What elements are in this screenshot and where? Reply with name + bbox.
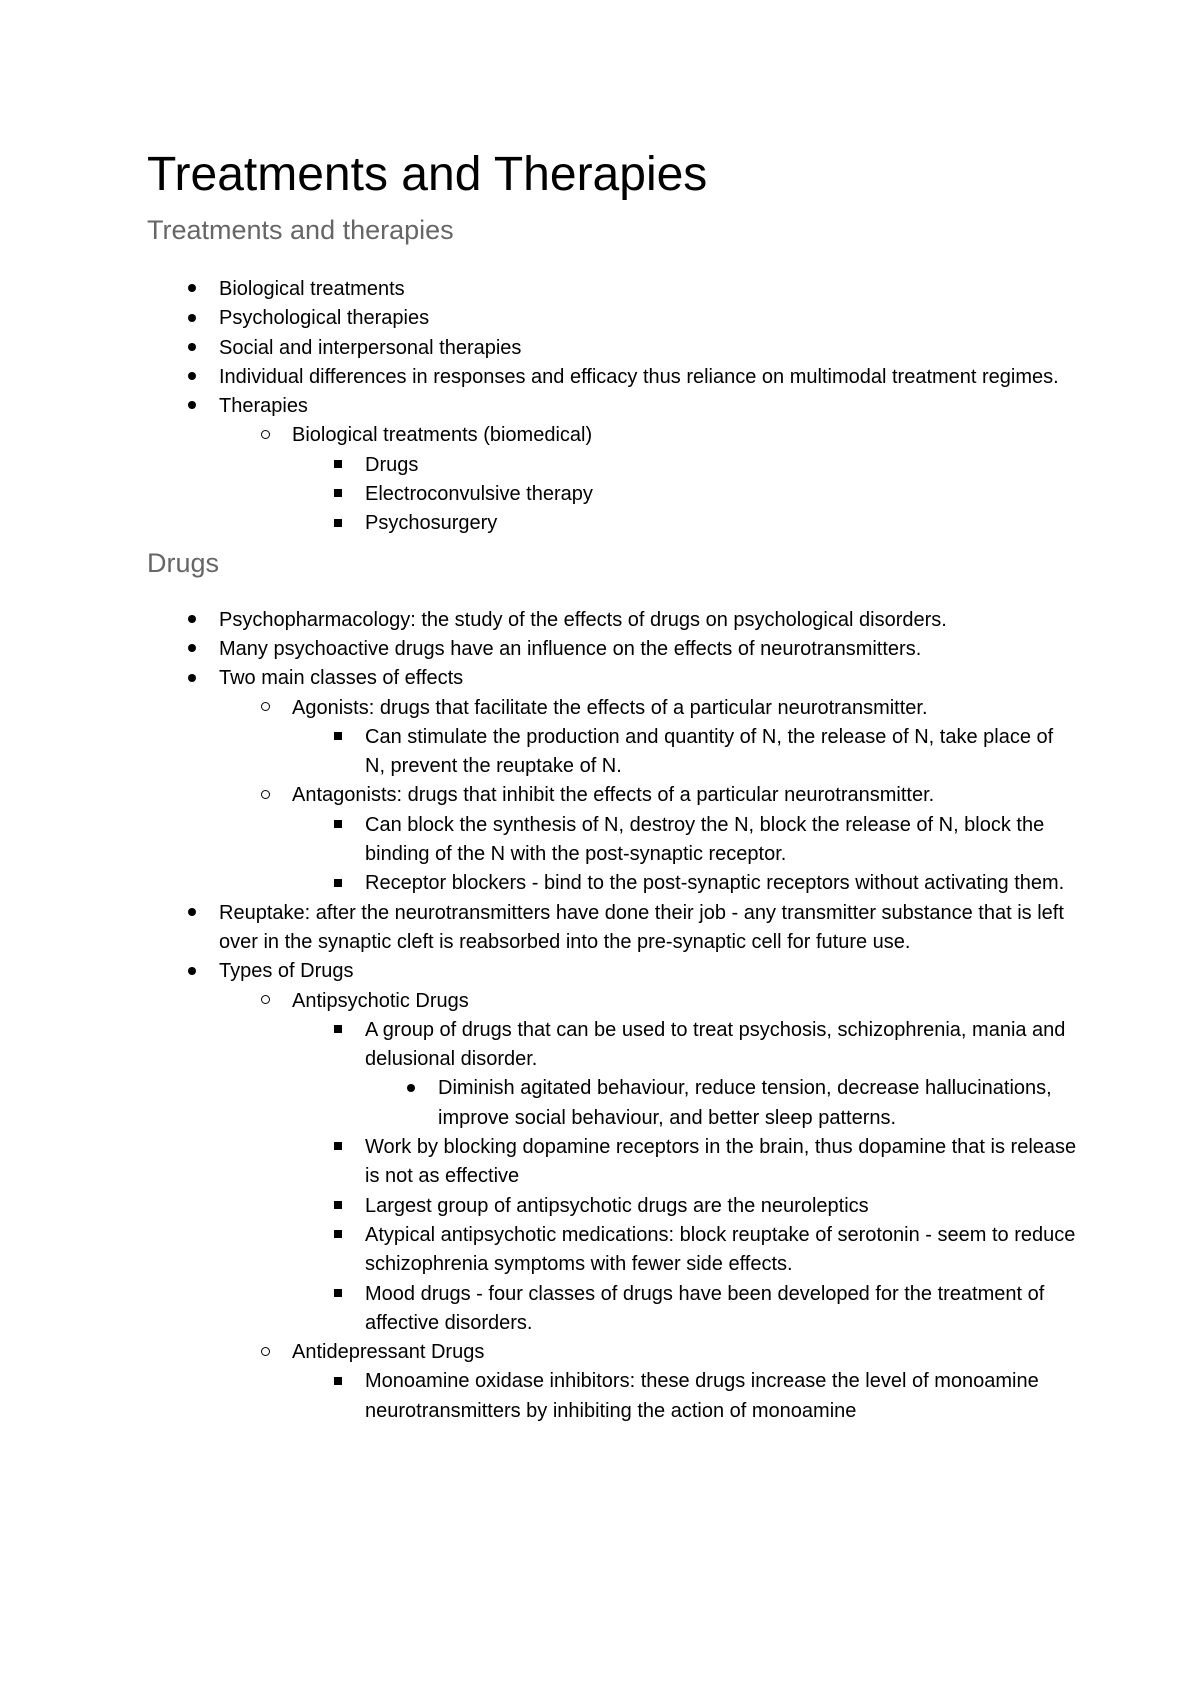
bullet-circle-icon [255,694,275,723]
list-item [147,421,1077,450]
bullet-square-icon [328,723,348,752]
list-item-text: Can block the synthesis of N, destroy the N, block the release of N, block the binding of the N with the post-synaptic receptor. [365,813,1045,866]
list-item-text: Agonists: drugs that facilitate the effects of a particular neurotransmitter. [292,696,928,719]
list-item-text: Psychopharmacology: the study of the effects of drugs on psychological disorders. [219,608,947,631]
list-item-text: Antidepressant Drugs [292,1341,485,1364]
list-item-text: Monoamine oxidase inhibitors: these drugs increase the level of monoamine neurotransmitters by inhibiting the action of monoamine [365,1370,1039,1422]
list-item [147,1280,1077,1339]
bullet-dot-icon [182,275,202,304]
list-item [147,606,1077,635]
list-item [147,1133,1077,1192]
bullet-square-icon [328,869,348,898]
list-item-text: Can stimulate the production and quantity of N, the release of N, take place of N, prevent the reuptake of N. [365,725,1054,778]
bullet-circle-icon [255,987,275,1016]
bullet-square-icon [328,1367,348,1396]
list-item [147,811,1077,870]
list-item [147,694,1077,723]
list-item [147,1016,1077,1075]
bullet-square-icon [328,451,348,480]
list-item-text: Largest group of antipsychotic drugs are the neuroleptics [365,1194,869,1217]
bullet-dot-icon [401,1074,421,1103]
document-subtitle: Treatments and therapies [147,215,454,245]
list-item [147,363,1077,392]
bullet-dot-icon [182,664,202,693]
heading-drugs: Drugs [147,547,220,578]
list-item [147,509,1077,538]
bullet-dot-icon [182,606,202,635]
document-title: Treatments and Therapies [147,148,708,201]
list-item-text: Drugs [365,453,419,476]
list-item [147,635,1077,664]
list-item [147,304,1077,333]
list-item [147,1221,1077,1280]
list-item-text: Atypical antipsychotic medications: block reuptake of serotonin - seem to reduce schizophrenia symptoms with fewer side effects. [365,1223,1076,1276]
list-item-text: Biological treatments [219,278,405,300]
list-item-text: Antipsychotic Drugs [292,989,469,1012]
list-item-text: Psychosurgery [365,512,498,535]
bullet-square-icon [328,509,348,538]
list-item [147,723,1077,782]
bullet-dot-icon [182,635,202,664]
document-page [147,143,1077,1426]
list-item [147,1367,1077,1426]
list-item [147,1074,1077,1133]
bullet-square-icon [328,1016,348,1045]
bullet-dot-icon [182,392,202,421]
list-item [147,957,1077,986]
bullet-circle-icon [255,781,275,810]
list-item [147,1338,1077,1367]
list-item-text: Antagonists: drugs that inhibit the effects of a particular neurotransmitter. [292,784,935,807]
bullet-list-drugs [147,606,1077,1426]
list-item-text: Psychological therapies [219,307,430,330]
list-item-text: Work by blocking dopamine receptors in the brain, thus dopamine that is release is not as effective [365,1136,1077,1188]
list-item-text: Electroconvulsive therapy [365,483,593,506]
bullet-square-icon [328,1221,348,1250]
list-item-text: Types of Drugs [219,960,354,983]
list-item [147,987,1077,1016]
list-item [147,392,1077,421]
list-item-text: Diminish agitated behaviour, reduce tension, decrease hallucinations, improve social behaviour, and better sleep patterns. [438,1077,1052,1129]
bullet-dot-icon [182,334,202,363]
bullet-square-icon [328,811,348,840]
bullet-circle-icon [255,421,275,450]
bullet-dot-icon [182,957,202,986]
list-item-text: Reuptake: after the neurotransmitters have done their job - any transmitter substance that is left over in the synaptic cleft is reabsorbed into the pre-synaptic cell for future use. [219,901,1064,953]
list-item [147,334,1077,363]
bullet-square-icon [328,1280,348,1309]
list-item-text: Two main classes of effects [219,667,464,690]
list-item-text: Social and interpersonal therapies [219,336,522,359]
bullet-square-icon [328,480,348,509]
list-item-text: Many psychoactive drugs have an influence on the effects of neurotransmitters. [219,637,922,660]
bullet-square-icon [328,1133,348,1162]
list-item-text: A group of drugs that can be used to treat psychosis, schizophrenia, mania and delusional disorder. [365,1018,1066,1071]
list-item-text: Mood drugs - four classes of drugs have been developed for the treatment of affective disorders. [365,1282,1045,1334]
list-item [147,1192,1077,1221]
list-item-text: Biological treatments (biomedical) [292,424,593,447]
list-item [147,480,1077,509]
list-item [147,664,1077,693]
bullet-square-icon [328,1192,348,1221]
list-item [147,869,1077,898]
list-item [147,275,1077,304]
bullet-dot-icon [182,899,202,928]
list-item [147,781,1077,810]
bullet-dot-icon [182,363,202,392]
list-item [147,451,1077,480]
list-item-text: Individual differences in responses and efficacy thus reliance on multimodal treatment regimes. [219,365,1059,388]
bullet-dot-icon [182,304,202,333]
list-item-text: Therapies [219,395,308,418]
list-item-text: Receptor blockers - bind to the post-synaptic receptors without activating them. [365,872,1065,895]
bullet-circle-icon [255,1338,275,1367]
bullet-list-treatments [147,275,1077,539]
list-item [147,899,1077,958]
